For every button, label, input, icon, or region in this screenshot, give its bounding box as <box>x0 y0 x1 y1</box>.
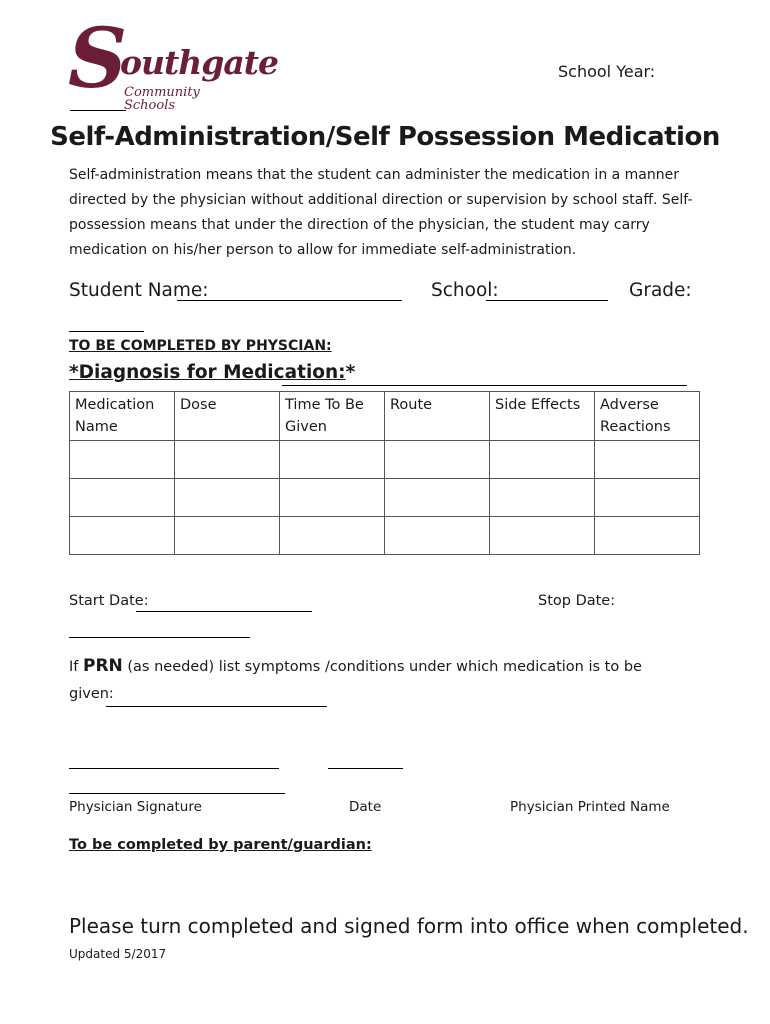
table-cell[interactable] <box>490 441 595 479</box>
col-route: Route <box>385 392 490 441</box>
col-dose: Dose <box>175 392 280 441</box>
table-cell[interactable] <box>70 517 175 555</box>
table-cell[interactable] <box>595 517 700 555</box>
table-cell[interactable] <box>175 441 280 479</box>
start-date-field[interactable] <box>136 611 312 612</box>
table-cell[interactable] <box>175 517 280 555</box>
student-name-label: Student Name: <box>69 280 209 301</box>
stop-date-field[interactable] <box>69 637 250 638</box>
prn-given-label: given: <box>69 686 114 702</box>
table-cell[interactable] <box>280 517 385 555</box>
table-cell[interactable] <box>385 479 490 517</box>
table-cell[interactable] <box>175 479 280 517</box>
intro-paragraph: Self-administration means that the student can administer the medication in a manner directed by the physician without additional direction or supervision by school staff. Self-possession means that under the direction of the physician, the student may carry medication on his/her person to allow for immediate self-administration. <box>69 167 693 258</box>
physician-signature-line[interactable] <box>69 768 279 769</box>
logo-letter: S <box>68 11 128 107</box>
table-cell[interactable] <box>280 479 385 517</box>
table-cell[interactable] <box>595 479 700 517</box>
diagnosis-asterisk: * <box>345 362 356 383</box>
prn-rest: (as needed) list symptoms /conditions under which medication is to be <box>127 659 642 675</box>
school-logo <box>68 11 278 116</box>
printed-name-label: Physician Printed Name <box>510 799 670 815</box>
table-cell[interactable] <box>280 441 385 479</box>
physician-signature-label: Physician Signature <box>69 799 202 815</box>
table-row <box>70 441 700 479</box>
physician-section-heading: TO BE COMPLETED BY PHYSCIAN: <box>69 338 332 354</box>
printed-name-line[interactable] <box>69 793 285 794</box>
updated-date: Updated 5/2017 <box>69 947 167 961</box>
col-adverse-reactions: Adverse Reactions <box>595 392 700 441</box>
col-time-to-be-given: Time To Be Given <box>280 392 385 441</box>
parent-section-heading: To be completed by parent/guardian: <box>69 837 372 853</box>
signature-date-label: Date <box>349 799 382 815</box>
table-cell[interactable] <box>70 441 175 479</box>
school-field[interactable] <box>486 300 608 301</box>
logo-subtitle: Community Schools <box>124 85 200 113</box>
col-medication-name: Medication Name <box>70 392 175 441</box>
logo-underline <box>70 110 126 111</box>
prn-bold: PRN <box>83 656 123 676</box>
table-cell[interactable] <box>70 479 175 517</box>
prn-instruction <box>69 656 642 676</box>
student-name-field[interactable] <box>177 300 402 301</box>
table-row <box>70 479 700 517</box>
table-cell[interactable] <box>385 517 490 555</box>
col-side-effects: Side Effects <box>490 392 595 441</box>
table-cell[interactable] <box>490 517 595 555</box>
table-header-row <box>70 392 700 441</box>
form-title: Self-Administration/Self Possession Medication <box>50 122 720 152</box>
prn-prefix: If <box>69 659 79 675</box>
school-label: School: <box>431 280 499 301</box>
medication-table <box>69 391 700 555</box>
grade-label: Grade: <box>629 280 692 301</box>
stop-date-label: Stop Date: <box>538 593 616 609</box>
table-cell[interactable] <box>595 441 700 479</box>
prn-symptoms-field[interactable] <box>106 706 327 707</box>
grade-field[interactable] <box>69 331 144 332</box>
diagnosis-field[interactable] <box>282 385 687 386</box>
diagnosis-label <box>69 362 355 383</box>
table-cell[interactable] <box>385 441 490 479</box>
table-cell[interactable] <box>490 479 595 517</box>
start-date-label: Start Date: <box>69 593 149 609</box>
table-row <box>70 517 700 555</box>
return-instruction: Please turn completed and signed form into office when completed. <box>69 914 749 938</box>
date-line[interactable] <box>328 768 403 769</box>
logo-word: outhgate <box>120 43 278 82</box>
school-year-label: School Year: <box>558 62 656 81</box>
diagnosis-label-text: *Diagnosis for Medication: <box>69 362 346 383</box>
